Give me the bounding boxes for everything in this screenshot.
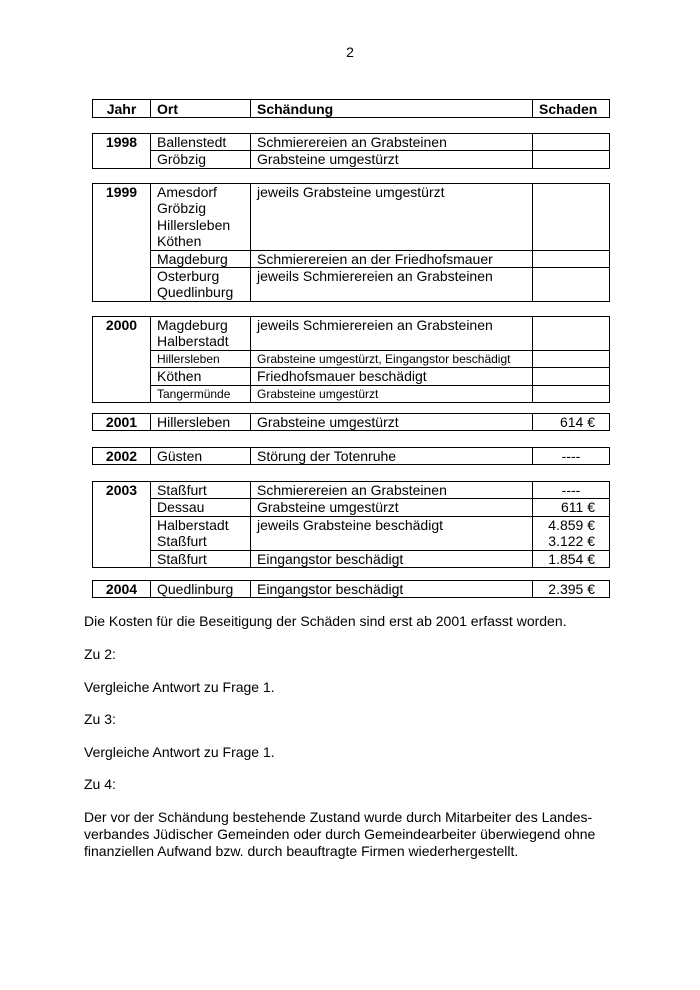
desc-cell: Grabsteine umgestürzt [251,414,533,431]
amount-value: 614 € [559,414,595,430]
amount-cell [533,368,610,385]
place-cell [151,550,251,567]
place-cell [151,151,251,168]
amount-cell [533,350,610,367]
place-cell [151,482,251,499]
year-group-table [92,481,610,568]
year-group-table [92,413,610,431]
place-cell [151,368,251,385]
amount-cell [533,134,610,151]
place-cell [151,516,251,550]
year-cell: 1998 [93,134,151,169]
table-row [93,448,610,465]
answer-4-line: finanziellen Aufwand bzw. durch beauftragte Firmen wiederhergestellt. [84,843,519,859]
heading-zu-3: Zu 3: [84,711,116,727]
desc-cell: Friedhofsmauer beschädigt [251,368,533,385]
place-name: Quedlinburg [157,284,234,301]
table-row [93,550,610,567]
desc-cell: Grabsteine umgestürzt, Eingangstor beschädigt [251,350,533,367]
year-cell: 2004 [93,581,151,598]
desc-cell: Störung der Totenruhe [251,448,533,465]
table-row [93,385,610,402]
desc-cell: Schmierereien an Grabsteinen [251,134,533,151]
table-row [93,516,610,550]
desc-cell: Schmierereien an Grabsteinen [251,482,533,499]
header-jahr: Jahr [93,100,151,118]
amount-cell [533,184,610,251]
place-name: Güsten [157,448,203,464]
table-row [93,414,610,431]
table-row [93,581,610,598]
answer-4-line: verbandes Jüdischer Gemeinden oder durch Gemeindearbeiter überwiegend ohne [84,826,596,842]
place-name: Ballenstedt [157,134,227,150]
year-cell: 2003 [93,482,151,568]
amount-cell [533,550,610,567]
desc-cell: jeweils Grabsteine beschädigt [251,516,533,550]
amount-value: ---- [561,448,581,464]
table-row [93,184,610,251]
place-cell [151,184,251,251]
place-name: Magdeburg [157,317,228,333]
amount-cell [533,268,610,302]
cost-note: Die Kosten für die Beseitigung der Schäden sind erst ab 2001 erfasst worden. [84,613,567,629]
table-row [93,499,610,516]
place-name: Staßfurt [157,482,207,498]
place-name: Tangermünde [157,386,231,401]
desc-cell: Grabsteine umgestürzt [251,151,533,168]
amount-cell [533,385,610,402]
header-schaendung: Schändung [251,100,533,118]
table-row [93,250,610,267]
place-name: Staßfurt [157,533,207,550]
header-schaden: Schaden [533,100,610,118]
table-row [93,368,610,385]
amount-cell [533,499,610,516]
amount-value: 2.395 € [548,581,595,597]
place-cell [151,414,251,431]
desc-cell: Grabsteine umgestürzt [251,499,533,516]
answer-4-line: Der vor der Schändung bestehende Zustand wurde durch Mitarbeiter des Landes- [84,809,593,825]
amount-value: ---- [561,482,581,498]
year-cell: 2002 [93,448,151,465]
place-name: Dessau [157,499,205,516]
place-name: Staßfurt [157,550,207,567]
place-cell [151,268,251,302]
place-name: Gröbzig [157,200,207,217]
amount-cell [533,482,610,499]
amount-cell [533,414,610,431]
amount-value: 611 € [561,499,595,516]
place-name: Quedlinburg [157,581,234,597]
year-cell: 2001 [93,414,151,431]
year-cell: 2000 [93,317,151,403]
place-name: Köthen [157,233,202,250]
answer-4 [84,809,614,860]
place-cell [151,448,251,465]
amount-value: 3.122 € [548,533,595,550]
table-row [93,151,610,168]
place-cell [151,317,251,351]
year-group-table [92,183,610,302]
amount-cell [533,317,610,351]
amount-cell [533,250,610,267]
desc-cell: jeweils Schmierereien an Grabsteinen [251,268,533,302]
header-ort: Ort [151,100,251,118]
heading-zu-2: Zu 2: [84,646,116,662]
place-name: Hillersleben [157,351,220,366]
page-number: 2 [346,44,354,60]
place-name: Gröbzig [157,151,207,168]
desc-cell: Eingangstor beschädigt [251,550,533,567]
table-row [93,134,610,151]
desc-cell: Grabsteine umgestürzt [251,385,533,402]
place-name: Hillersleben [157,414,231,430]
heading-zu-4: Zu 4: [84,776,116,792]
place-cell [151,385,251,402]
place-cell [151,499,251,516]
place-name: Halberstadt [157,333,229,350]
amount-cell [533,448,610,465]
year-group-table [92,447,610,465]
amount-cell [533,516,610,550]
place-name: Hillersleben [157,216,231,233]
year-cell: 1999 [93,184,151,302]
amount-value: 4.859 € [548,516,595,533]
amount-cell [533,581,610,598]
table-row [93,350,610,367]
place-cell [151,250,251,267]
header-row [93,100,610,118]
desc-cell: jeweils Grabsteine umgestürzt [251,184,533,251]
table-header [92,99,610,118]
amount-cell [533,151,610,168]
place-cell [151,350,251,367]
answer-3: Vergleiche Antwort zu Frage 1. [84,744,275,760]
year-group-table [92,133,610,169]
amount-value: 1.854 € [548,550,595,567]
answer-2: Vergleiche Antwort zu Frage 1. [84,679,275,695]
desc-cell: jeweils Schmierereien an Grabsteinen [251,317,533,351]
place-name: Halberstadt [157,516,229,533]
place-cell [151,134,251,151]
place-name: Osterburg [157,268,220,285]
desc-cell: Eingangstor beschädigt [251,581,533,598]
year-group-table [92,316,610,403]
desc-cell: Schmierereien an der Friedhofsmauer [251,250,533,267]
table-row [93,482,610,499]
year-group-table [92,580,610,598]
place-cell [151,581,251,598]
table-row [93,268,610,302]
place-name: Amesdorf [157,184,217,200]
place-name: Köthen [157,368,202,385]
place-name: Magdeburg [157,250,228,267]
table-row [93,317,610,351]
